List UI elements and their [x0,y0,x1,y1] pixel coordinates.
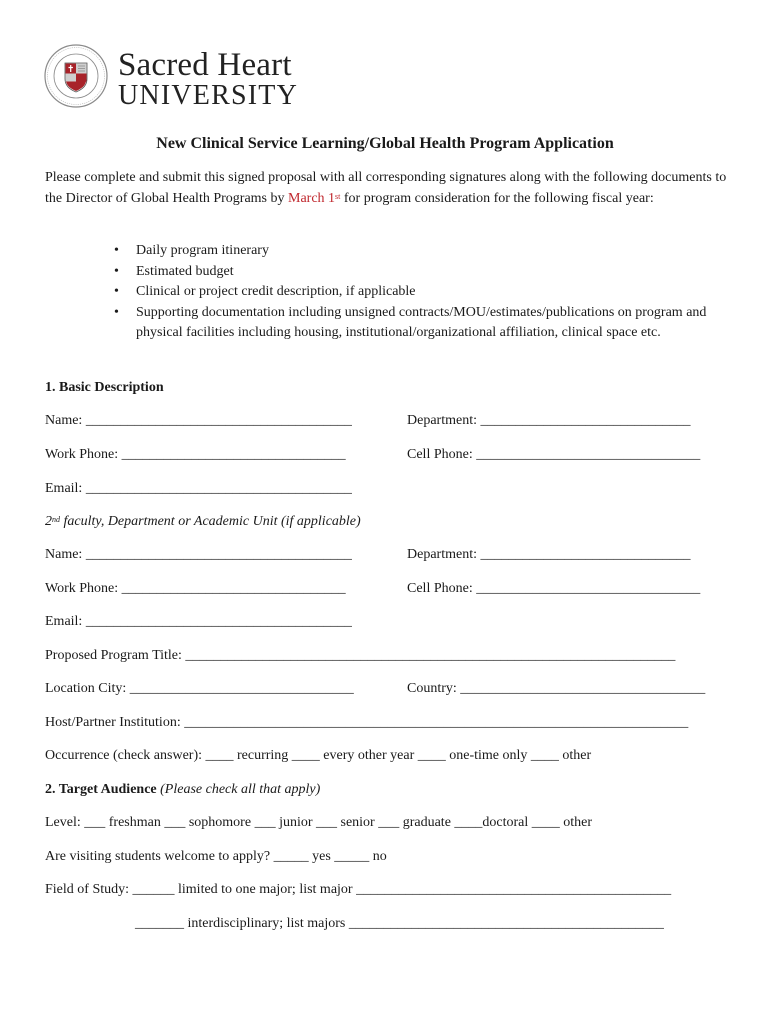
section2-heading-text: 2. Target Audience [45,782,157,797]
second-faculty-num: 2 [45,514,52,529]
work-phone2-field[interactable]: Work Phone: ________________________________ [45,581,346,596]
section2-heading-note: (Please check all that apply) [156,782,321,797]
email2-field[interactable]: Email: ______________________________________ [45,614,352,629]
list-item: • Supporting documentation including unsigned contracts/MOU/estimates/publications on program and physical facilities including housing, institutional/organizational affiliation, clinical space etc. [136,303,736,344]
department2-field[interactable]: Department: ______________________________ [407,547,691,562]
deadline-date [288,191,340,206]
university-name-line1: Sacred Heart [118,47,292,83]
program-title-field[interactable]: Proposed Program Title: ______________________________________________________________________ [45,648,676,663]
host-institution-field[interactable]: Host/Partner Institution: ________________________________________________________________________ [45,715,689,730]
university-name-line2: UNIVERSITY [118,80,298,111]
interdisciplinary-field[interactable]: _______ interdisciplinary; list majors _____________________________________________ [135,916,664,931]
seal-icon [44,44,108,108]
country-field[interactable]: Country: ___________________________________ [407,681,706,696]
required-documents-list [100,241,736,344]
level-field[interactable]: Level: ___ freshman ___ sophomore ___ junior ___ senior ___ graduate ____doctoral ____ other [45,815,593,830]
name-field[interactable]: Name: ______________________________________ [45,413,352,428]
intro-paragraph [45,167,735,209]
form-title: New Clinical Service Learning/Global Health Program Application [156,135,614,152]
cell-phone2-field[interactable]: Cell Phone: ________________________________ [407,581,701,596]
second-faculty-suffix: nd [52,515,60,524]
second-faculty-text: faculty, Department or Academic Unit (if applicable) [60,514,361,529]
deadline-suffix: st [335,192,341,201]
section1-heading-text: 1. Basic Description [45,380,164,395]
name2-field[interactable]: Name: ______________________________________ [45,547,352,562]
email-field[interactable]: Email: ______________________________________ [45,481,352,496]
list-item: • Clinical or project credit description, if applicable [136,282,736,303]
list-item: • Estimated budget [136,262,736,283]
cell-phone-field[interactable]: Cell Phone: ________________________________ [407,447,701,462]
intro-text-before: Please complete and submit this signed proposal with all corresponding signatures along with the following documents to the Director of Global Health Programs by [45,170,727,206]
occurrence-field[interactable]: Occurrence (check answer): ____ recurring ____ every other year ____ one-time only ____ other [45,748,592,763]
deadline-text: March 1 [288,191,336,206]
work-phone-field[interactable]: Work Phone: ________________________________ [45,447,346,462]
visiting-students-field[interactable]: Are visiting students welcome to apply? _____ yes _____ no [45,849,387,864]
list-item: • Daily program itinerary [136,241,736,262]
intro-text-after: for program consideration for the following fiscal year: [340,191,654,206]
section1-heading [45,379,164,397]
department-field[interactable]: Department: ______________________________ [407,413,691,428]
field-of-study-field[interactable]: Field of Study: ______ limited to one major; list major _____________________________________________ [45,882,672,897]
location-city-field[interactable]: Location City: ________________________________ [45,681,354,696]
second-faculty-heading [45,513,361,531]
section2-heading [45,781,320,799]
university-seal [44,44,108,113]
